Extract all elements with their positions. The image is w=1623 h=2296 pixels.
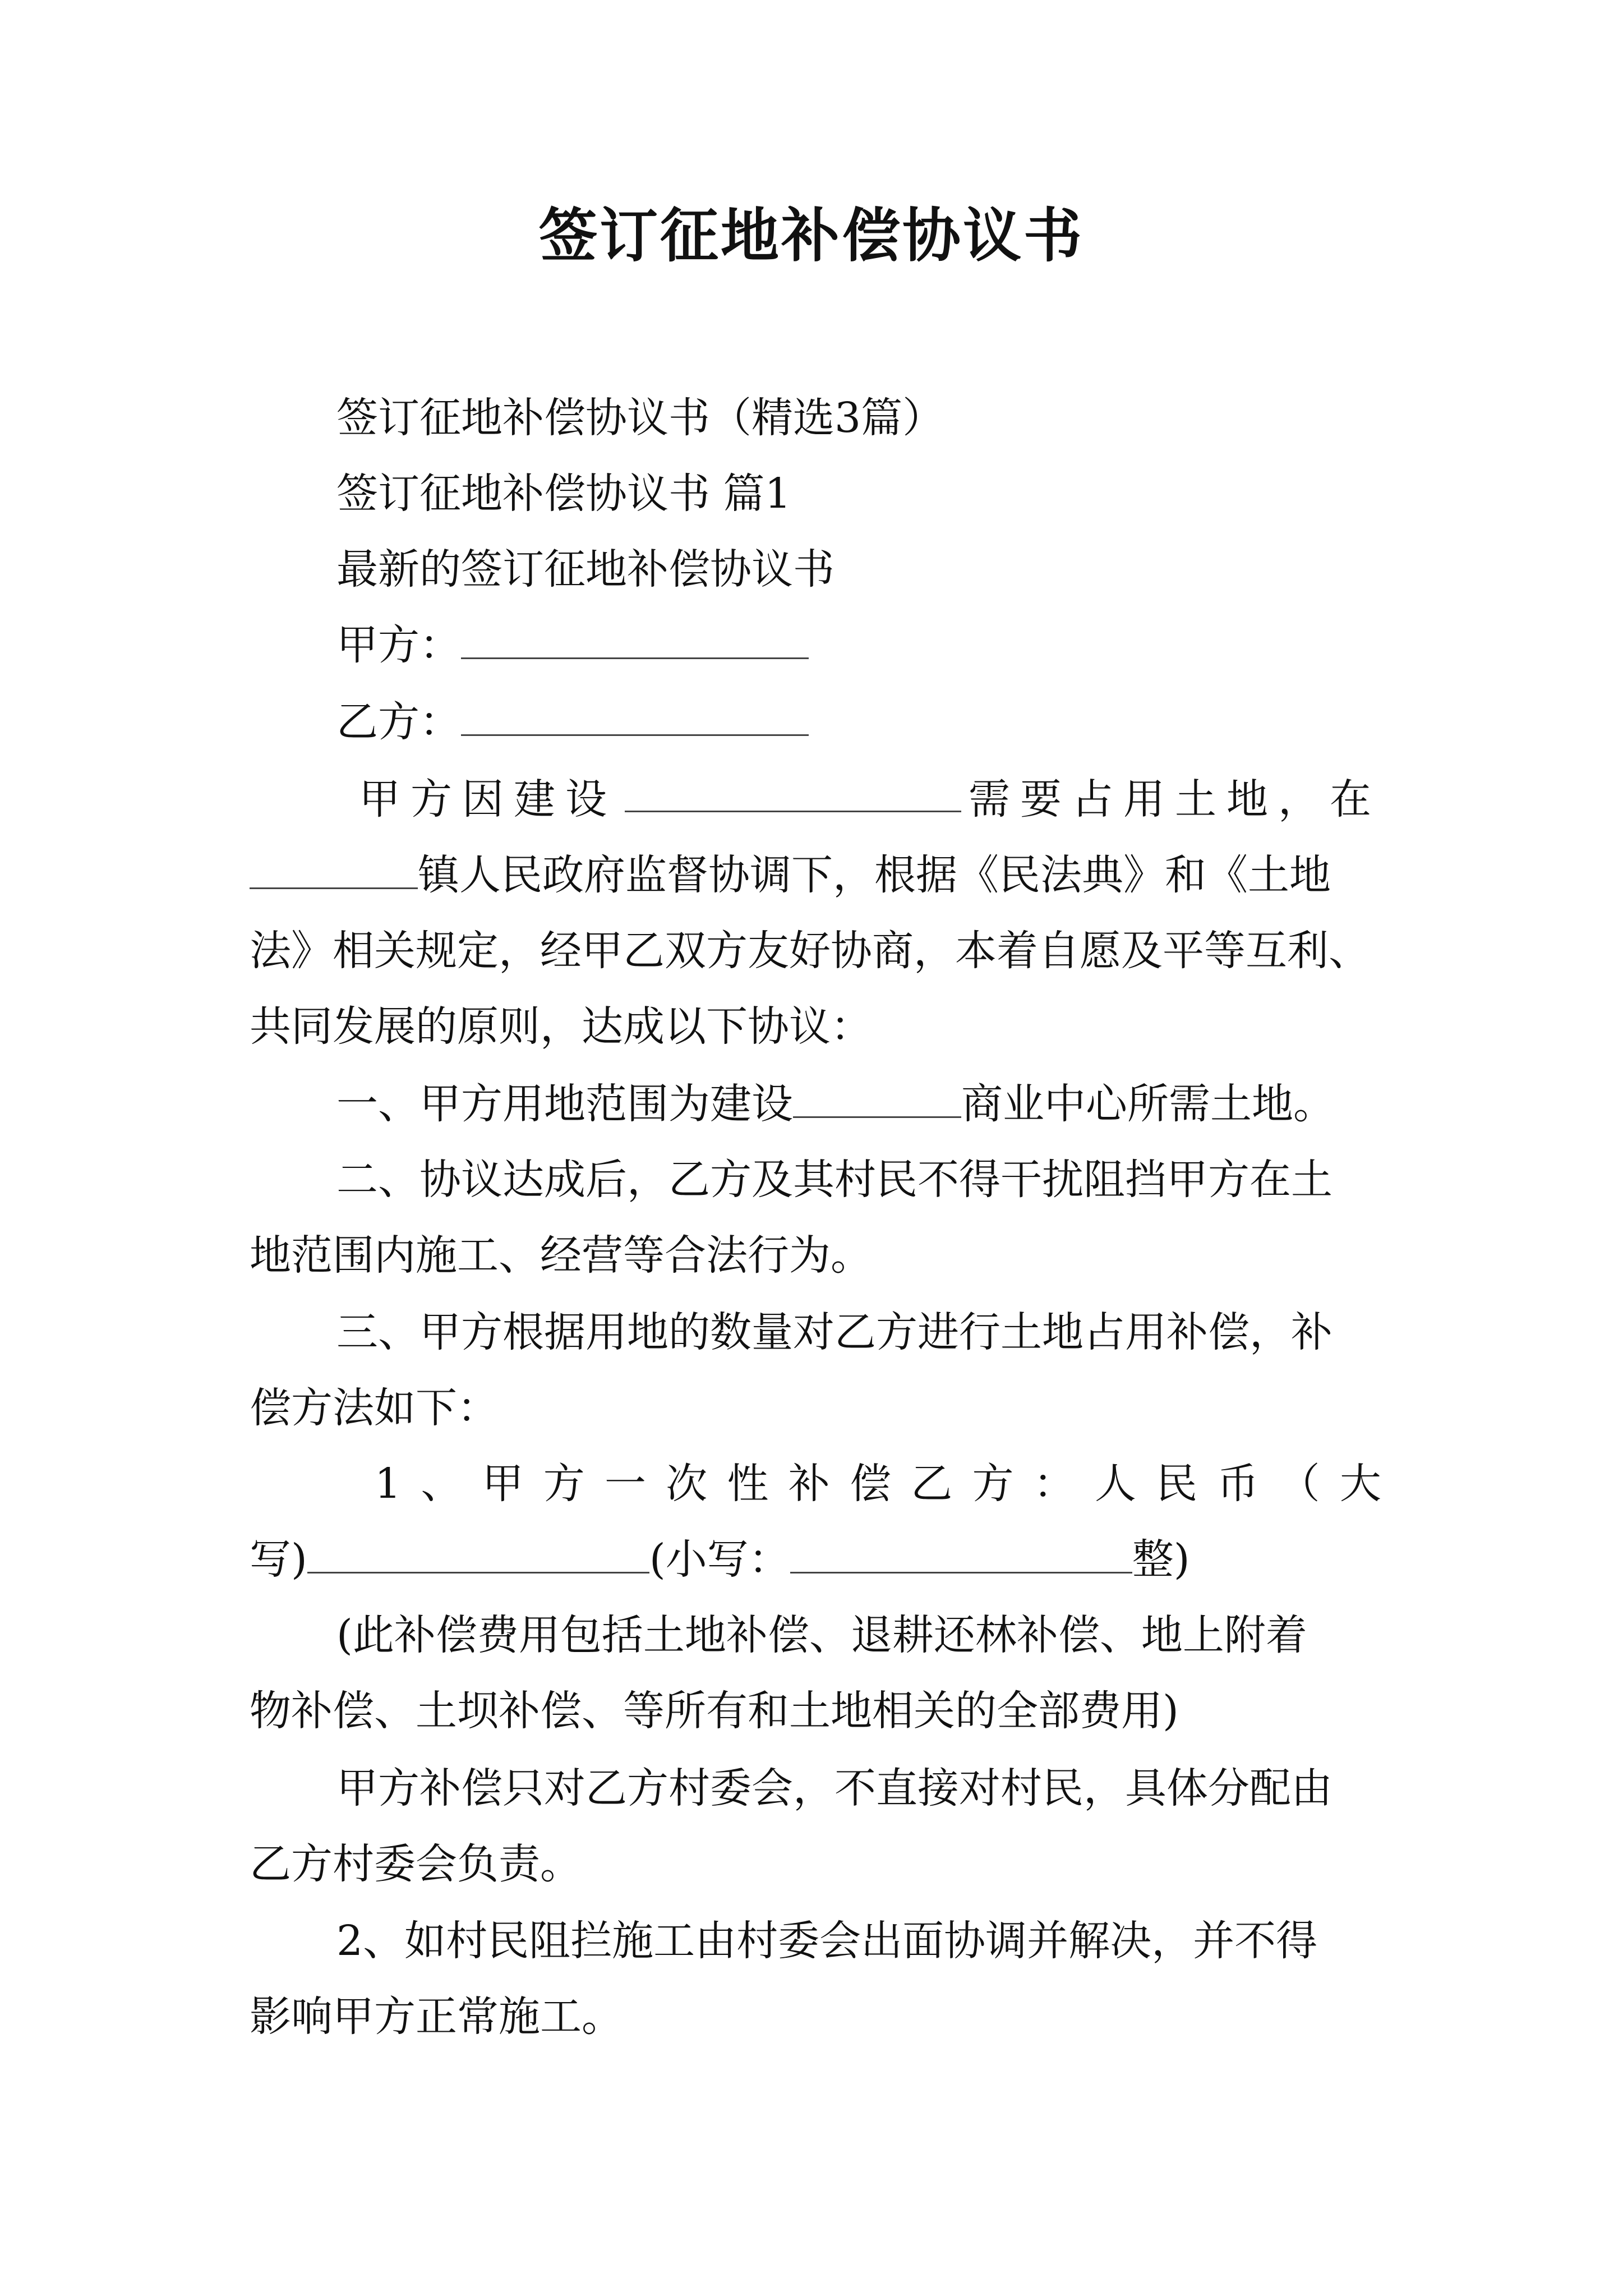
item-1-char: 性	[727, 1460, 769, 1508]
town-blank	[250, 848, 418, 889]
clause-3-line-1: 三、甲方根据用地的数量对乙方进行土地占用补偿，补	[336, 1308, 1332, 1356]
item-1-char: 一	[605, 1460, 647, 1508]
clause-1-start: 一、甲方用地范围为建设	[336, 1080, 793, 1128]
clause-3-line-2: 偿方法如下：	[250, 1384, 499, 1432]
amount-uppercase-blank	[307, 1533, 649, 1573]
intro-line-1	[359, 771, 1381, 827]
item-1-char: 补	[788, 1460, 830, 1508]
intro-line-3: 法》相关规定，经甲乙双方友好协商，本着自愿及平等互利、	[250, 927, 1370, 975]
item-1-end: 整)	[1132, 1535, 1190, 1584]
village-line-2: 乙方村委会负责。	[250, 1840, 582, 1888]
item-1-char: 大	[1339, 1460, 1381, 1508]
item-1-char: 方	[543, 1460, 585, 1508]
party-a-row	[336, 617, 1623, 673]
document-title: 签订征地补偿协议书	[538, 201, 1084, 270]
intro-l2-end: 镇人民政府监督协调下，根据《民法典》和《土地	[418, 851, 1331, 899]
clause-2-line-2: 地范围内施工、经营等合法行为。	[250, 1231, 872, 1280]
intro-line-2	[250, 847, 1623, 903]
amount-lowercase-blank	[790, 1533, 1132, 1573]
project-name-blank	[793, 1077, 961, 1118]
intro-l1-end: 需要占用土地，在	[969, 775, 1381, 823]
clause-1	[336, 1076, 1623, 1132]
clause-2-line-1: 二、协议达成后，乙方及其村民不得干扰阻挡甲方在土	[336, 1156, 1332, 1204]
item-1-char: 币	[1217, 1460, 1259, 1508]
item-1-char: 乙	[911, 1460, 953, 1508]
agreement-name: 最新的签订征地补偿协议书	[336, 545, 834, 593]
item-1-char: 1	[375, 1460, 402, 1508]
intro-line-4: 共同发展的原则，达成以下协议：	[250, 1002, 872, 1051]
item-1-lowercase-label: (小写：	[649, 1535, 790, 1584]
item-1-char: 民	[1156, 1460, 1198, 1508]
subtitle: 签订征地补偿协议书（精选3篇）	[336, 394, 944, 442]
item-1-char: （	[1278, 1460, 1320, 1508]
construction-project-blank	[625, 771, 961, 812]
item-1-char: 偿	[849, 1460, 891, 1508]
item-1-char: 人	[1094, 1460, 1136, 1508]
item-2-line-2: 影响甲方正常施工。	[250, 1993, 623, 2041]
party-b-label: 乙方：	[336, 698, 461, 746]
item-1-char: ：	[1033, 1460, 1075, 1508]
section-heading: 签订征地补偿协议书 篇1	[336, 470, 791, 518]
item-1-char: 、	[421, 1460, 463, 1508]
note-line-2: 物补偿、土坝补偿、等所有和土地相关的全部费用)	[250, 1687, 1179, 1735]
item-1-uppercase-label: 写)	[250, 1535, 307, 1584]
intro-l1-start: 甲方因建设	[359, 775, 617, 823]
party-b-row	[336, 694, 1623, 750]
item-1-char: 次	[666, 1460, 708, 1508]
item-1-char: 方	[972, 1460, 1014, 1508]
note-line-1: (此补偿费用包括土地补偿、退耕还林补偿、地上附着	[336, 1611, 1307, 1659]
clause-1-end: 商业中心所需土地。	[961, 1080, 1335, 1128]
party-a-label: 甲方：	[336, 621, 461, 669]
party-a-blank	[461, 618, 809, 659]
item-1-char: 甲	[482, 1460, 524, 1508]
item-2-line-1: 2、如村民阻拦施工由村委会出面协调并解决，并不得	[336, 1917, 1318, 1965]
party-b-blank	[461, 695, 809, 736]
item-1-line-1	[375, 1456, 1381, 1512]
village-line-1: 甲方补偿只对乙方村委会，不直接对村民，具体分配由	[336, 1764, 1332, 1812]
item-1-line-2	[250, 1531, 1623, 1588]
